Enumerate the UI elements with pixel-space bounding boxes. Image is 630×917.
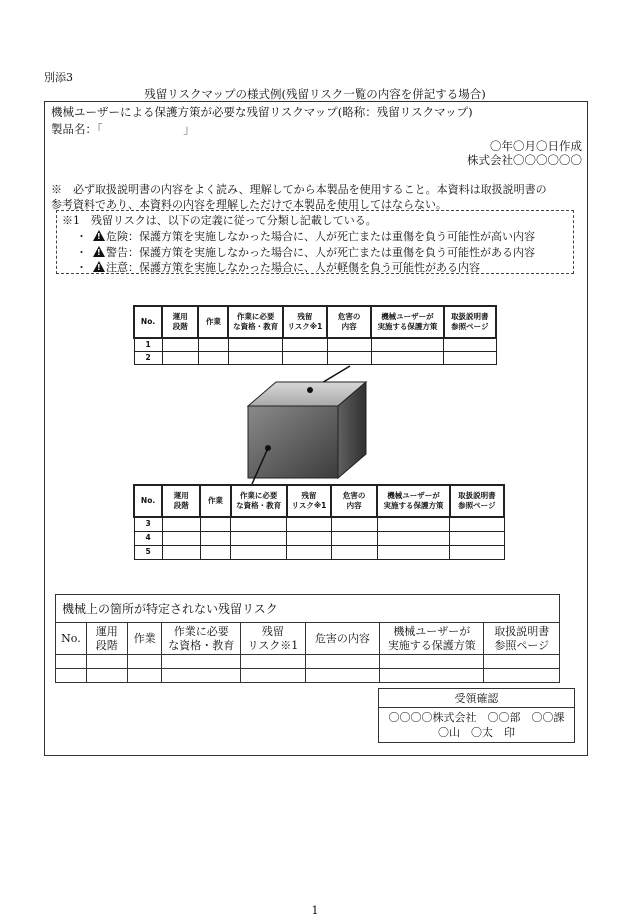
header-cell: 運用 段階 xyxy=(162,485,200,517)
definition-warning xyxy=(76,244,535,260)
definition-text: 注意：保護方策を実施しなかった場合に、人が軽傷を負う可能性がある内容 xyxy=(106,261,480,274)
warning-triangle-icon xyxy=(93,261,105,272)
header-cell: 残留 リスク※1 xyxy=(241,623,306,655)
table-header-row xyxy=(56,623,560,655)
machine-illustration xyxy=(240,360,390,485)
row-number: 5 xyxy=(134,545,162,559)
header-cell: 作業に必要 な資格・教育 xyxy=(228,306,282,338)
table-row xyxy=(134,517,504,531)
definition-text: 危険：保護方策を実施しなかった場合に、人が死亡または重傷を負う可能性が高い内容 xyxy=(106,230,535,243)
definition-intro: ※1 残留リスクは、以下の定義に従って分類し記載している。 xyxy=(62,214,377,227)
header-cell: 機械ユーザーが 実施する保護方策 xyxy=(371,306,443,338)
notice-line-2: 参考資料であり、本資料の内容を理解しただけで本製品を使用してはならない。 xyxy=(51,198,447,211)
header-cell: 運用 段階 xyxy=(162,306,198,338)
header-cell: 機械ユーザーが 実施する保護方策 xyxy=(380,623,484,655)
header-cell: 危害の内容 xyxy=(305,623,380,655)
row-number: 1 xyxy=(134,338,162,351)
header-cell: 残留 リスク※1 xyxy=(287,485,331,517)
table-header-row xyxy=(134,485,504,517)
warning-triangle-icon xyxy=(93,246,105,257)
header-cell: 作業 xyxy=(127,623,162,655)
header-cell: 取扱説明書 参照ページ xyxy=(444,306,496,338)
header-cell: 作業 xyxy=(198,306,228,338)
document-title: 残留リスクマップの様式例(残留リスク一覧の内容を併記する場合) xyxy=(144,87,486,101)
receipt-name: 〇山 〇太 印 xyxy=(438,726,515,739)
header-cell: No. xyxy=(134,306,162,338)
company-name: 株式会社〇〇〇〇〇〇 xyxy=(467,153,582,167)
bullet: ・ xyxy=(76,230,87,243)
definition-text: 警告：保護方策を実施しなかった場合に、人が死亡または重傷を負う可能性がある内容 xyxy=(106,246,535,259)
receipt-signature xyxy=(379,708,575,743)
bullet: ・ xyxy=(76,261,87,274)
warning-triangle-icon xyxy=(93,230,105,241)
row-number: 3 xyxy=(134,517,162,531)
attachment-label: 別添3 xyxy=(44,71,73,84)
header-cell: 取扱説明書 参照ページ xyxy=(450,485,504,517)
table-row xyxy=(134,338,496,351)
table-header-row xyxy=(134,306,496,338)
header-cell: 取扱説明書 参照ページ xyxy=(484,623,560,655)
row-number: 2 xyxy=(134,351,162,364)
header-cell: 機械ユーザーが 実施する保護方策 xyxy=(377,485,449,517)
receipt-title: 受領確認 xyxy=(379,689,575,708)
product-name-label: 製品名：「 」 xyxy=(51,122,195,136)
box-front-face xyxy=(248,406,338,478)
header-cell: 作業に必要 な資格・教育 xyxy=(231,485,287,517)
table-row xyxy=(134,545,504,559)
definition-danger xyxy=(76,228,535,244)
header-cell: No. xyxy=(134,485,162,517)
header-cell: 作業 xyxy=(200,485,230,517)
receipt-confirmation xyxy=(378,688,575,743)
definition-caution xyxy=(76,259,480,275)
row-number: 4 xyxy=(134,531,162,545)
page-number: 1 xyxy=(311,904,319,917)
creation-date: 〇年〇月〇日作成 xyxy=(490,139,582,153)
table-row xyxy=(56,669,560,683)
header-cell: 危害の 内容 xyxy=(327,306,371,338)
header-cell: 危害の 内容 xyxy=(331,485,377,517)
header-cell: 作業に必要 な資格・教育 xyxy=(162,623,241,655)
header-cell: 運用 段階 xyxy=(86,623,127,655)
header-cell: No. xyxy=(56,623,87,655)
table-row xyxy=(56,655,560,669)
risk-table-bottom xyxy=(133,484,505,560)
risk-table-top xyxy=(133,305,497,365)
notice-line-1: ※ 必ず取扱説明書の内容をよく読み、理解してから本製品を使用すること。本資料は取扱説明書の xyxy=(51,183,547,196)
table-title: 機械上の箇所が特定されない残留リスク xyxy=(56,595,560,623)
leader-point xyxy=(307,387,313,393)
header-cell: 残留 リスク※1 xyxy=(283,306,327,338)
map-title: 機械ユーザーによる保護方策が必要な残留リスクマップ(略称：残留リスクマップ) xyxy=(51,105,473,119)
unlocated-risk-table xyxy=(55,594,560,683)
table-title-row xyxy=(56,595,560,623)
table-row xyxy=(134,531,504,545)
bullet: ・ xyxy=(76,246,87,259)
receipt-company: 〇〇〇〇株式会社 〇〇部 〇〇課 xyxy=(388,711,565,724)
